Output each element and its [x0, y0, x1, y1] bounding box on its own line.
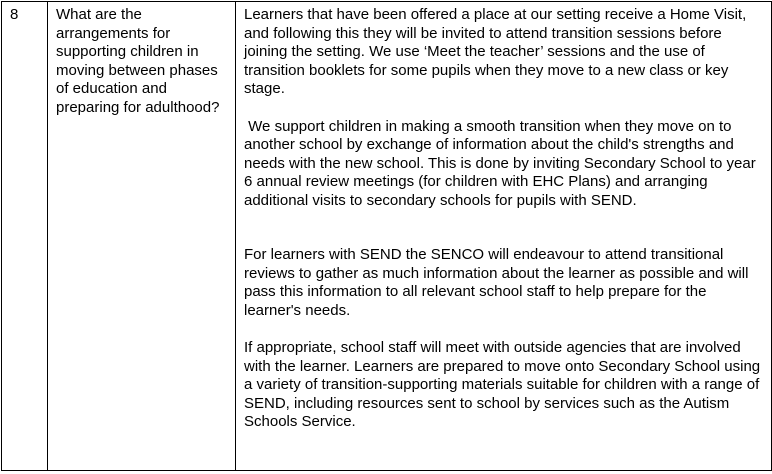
- send-information-table: [1, 1, 772, 471]
- paragraph-spacer: [244, 210, 766, 246]
- answer-paragraph-home-visit: Learners that have been offered a place at our setting receive a Home Visit, and following this they will be invited to attend transition sessions before joining the setting. We use ‘Meet the teacher’ sessions and the use of transition booklets for some pupils when they move to a new class or key stage.: [244, 6, 747, 97]
- answer-paragraph-outside-agencies: If appropriate, school staff will meet with outside agencies that are involved with the learner. Learners are prepared to move onto Secondary School using a variety of transition-supporting materials suitable for children with a range of SEND, including resources sent to school by services such as the Autism Schools Service.: [244, 339, 761, 430]
- table-row: [2, 2, 772, 471]
- answer-paragraph-senco: For learners with SEND the SENCO will endeavour to attend transitional reviews to gather as much information about the learner as possible and will pass this information to all relevant school staff to help prepare for the learner's needs.: [244, 246, 749, 319]
- paragraph-spacer: [244, 99, 766, 118]
- paragraph-spacer: [244, 320, 766, 339]
- row-number: 8: [10, 6, 19, 23]
- answer-paragraph-smooth-transition: [244, 118, 766, 211]
- question-text: What are the arrangements for supporting children in moving between phases of education and preparing for adulthood?: [56, 6, 220, 116]
- question-cell: [48, 2, 236, 471]
- answer-paragraph-text: We support children in making a smooth transition when they move on to another school by exchange of information about the child's strengths and needs with the new school. This is done by inviting Secondary School to year 6 annual review meetings (for children with EHC Plans) and arranging additional visits to secondary schools for pupils with SEND.: [244, 117, 756, 209]
- row-number-cell: [2, 2, 48, 471]
- answer-cell: [236, 2, 772, 471]
